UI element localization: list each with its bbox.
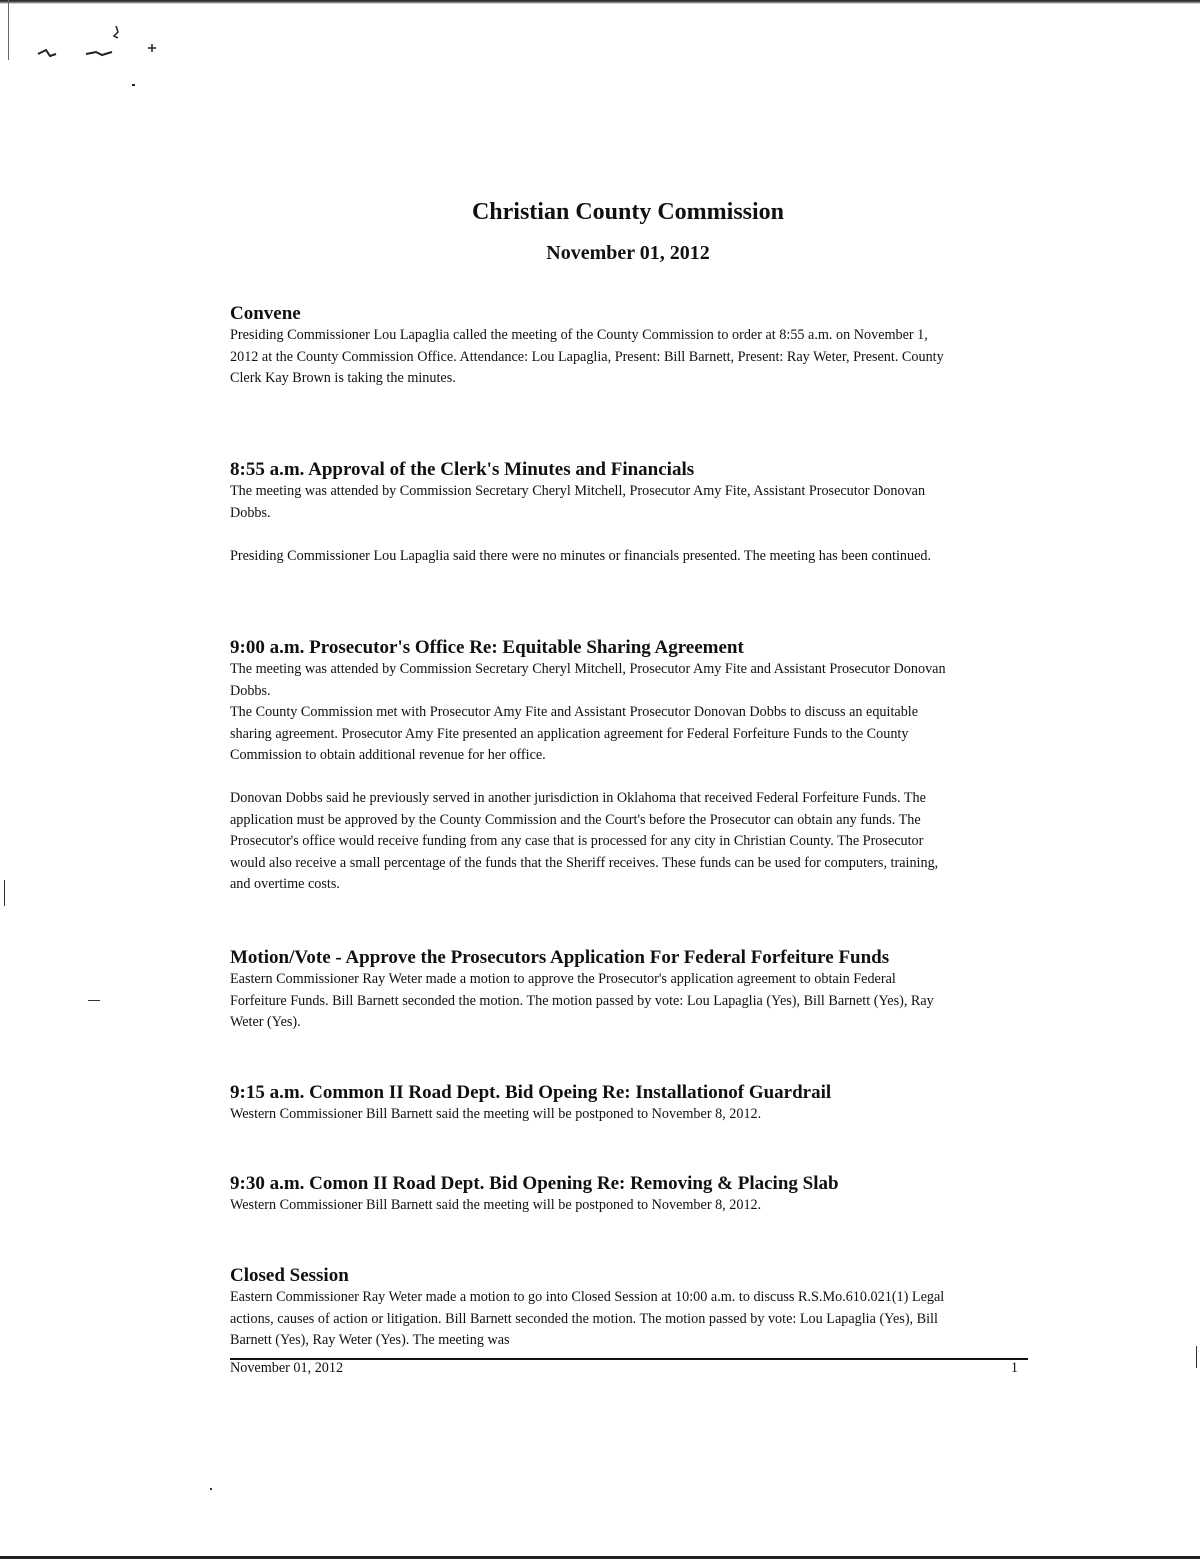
scan-mark-left (4, 880, 5, 906)
document-date: November 01, 2012 (546, 242, 710, 264)
section-approval-minutes (230, 459, 950, 567)
scan-mark-right (1196, 1346, 1197, 1368)
section-heading: 8:55 a.m. Approval of the Clerk's Minutes and Financials (230, 459, 695, 480)
section-heading: 9:00 a.m. Prosecutor's Office Re: Equitable Sharing Agreement (230, 637, 744, 658)
section-prosecutor-office (230, 637, 950, 896)
section-convene (230, 303, 950, 390)
document-title: Christian County Commission (471, 199, 785, 225)
section-slab-bid (230, 1173, 950, 1217)
section-heading: 9:15 a.m. Common II Road Dept. Bid Opeing Re: Installationof Guardrail (230, 1082, 832, 1103)
section-heading: Convene (230, 303, 301, 324)
footer-date: November 01, 2012 (230, 1360, 344, 1376)
section-paragraph: Presiding Commissioner Lou Lapaglia called the meeting of the County Commission to order at 8:55 a.m. on November 1, 2012 at the County Commission Office. Attendance: Lou Lapaglia, Present: Bill Barnett, Present: Ray Weter, Present. County Clerk Kay Brown is taking the minutes. (230, 327, 944, 386)
section-heading: Closed Session (230, 1265, 349, 1286)
section-paragraph: Donovan Dobbs said he previously served in another jurisdiction in Oklahoma that received Federal Forfeiture Funds. The application must be approved by the County Commission and the Court's before the Prosecutor can obtain any funds. The Prosecutor's office would receive funding from any case that is processed for any city in Christian County. The Prosecutor would also receive a small percentage of the funds that the Sheriff receives. These funds can be used for computers, training, and overtime costs. (230, 790, 939, 892)
scan-bottom-edge (0, 1556, 1200, 1559)
section-paragraph: The County Commission met with Prosecutor Amy Fite and Assistant Prosecutor Donovan Dobbs to discuss an equitable sharing agreement. Prosecutor Amy Fite presented an application agreement for Federal Forfeiture Funds to the County Commission to obtain additional revenue for her office. (230, 704, 919, 763)
section-paragraph: The meeting was attended by Commission Secretary Cheryl Mitchell, Prosecutor Amy Fite, Assistant Prosecutor Donovan Dobbs. (230, 483, 926, 521)
section-paragraph: Western Commissioner Bill Barnett said the meeting will be postponed to November 8, 2012. (230, 1106, 762, 1122)
scan-top-edge (0, 0, 1200, 4)
section-paragraph: Eastern Commissioner Ray Weter made a motion to go into Closed Session at 10:00 a.m. to discuss R.S.Mo.610.021(1) Legal actions, causes of action or litigation. Bill Barnett seconded the motion. The motion passed by vote: Lou Lapaglia (Yes), Bill Barnett (Yes), Ray Weter (Yes). The meeting was (230, 1289, 945, 1348)
page-footer (230, 1358, 1028, 1376)
section-paragraph: The meeting was attended by Commission Secretary Cheryl Mitchell, Prosecutor Amy Fite and Assistant Prosecutor Donovan Dobbs. (230, 661, 946, 699)
scan-left-edge (8, 0, 9, 60)
section-guardrail-bid (230, 1082, 950, 1126)
section-closed-session (230, 1265, 950, 1352)
section-paragraph: Western Commissioner Bill Barnett said the meeting will be postponed to November 8, 2012. (230, 1197, 762, 1213)
section-paragraph: Eastern Commissioner Ray Weter made a motion to approve the Prosecutor's application agreement to obtain Federal Forfeiture Funds. Bill Barnett seconded the motion. The motion passed by vote: Lou Lapaglia (Yes), Bill Barnett (Yes), Ray Weter (Yes). (230, 971, 934, 1030)
section-paragraph: Presiding Commissioner Lou Lapaglia said there were no minutes or financials presented. The meeting has been continued. (230, 547, 932, 564)
page-number: 1 (1010, 1360, 1018, 1376)
section-heading: Motion/Vote - Approve the Prosecutors Application For Federal Forfeiture Funds (230, 947, 890, 968)
scan-mark-dot (210, 1488, 212, 1490)
section-motion-vote (230, 947, 950, 1034)
scan-mark-dash (88, 1000, 100, 1001)
section-heading: 9:30 a.m. Comon II Road Dept. Bid Opening Re: Removing & Placing Slab (230, 1173, 839, 1194)
scan-speckles (28, 20, 168, 100)
